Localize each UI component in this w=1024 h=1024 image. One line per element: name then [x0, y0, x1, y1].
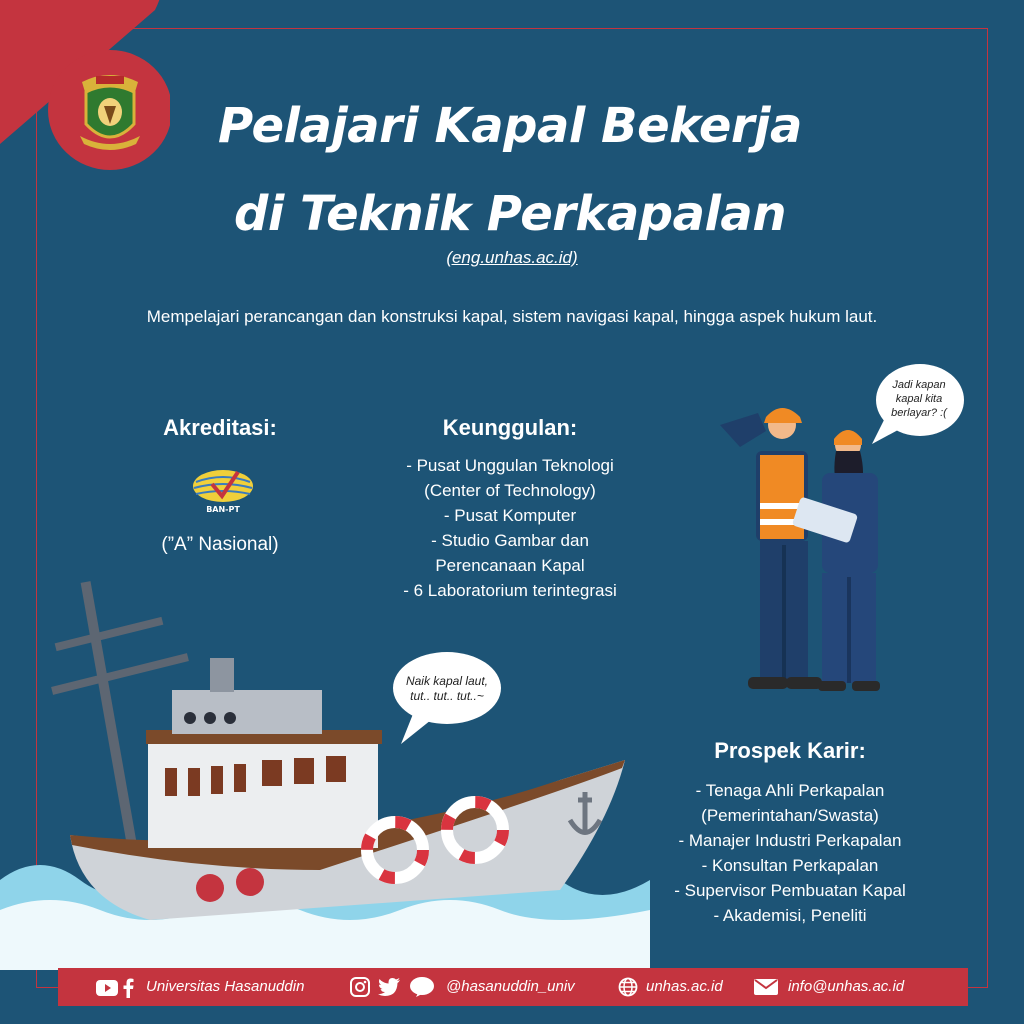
globe-icon[interactable] — [618, 977, 638, 997]
ship-illustration — [0, 570, 650, 970]
list-item: - Studio Gambar dan — [431, 531, 589, 550]
university-emblem-icon — [74, 62, 146, 154]
list-item: - Tenaga Ahli Perkapalan — [695, 781, 885, 800]
description-text: Mempelajari perancangan dan konstruksi kapal, sistem navigasi kapal, hingga aspek hukum laut. — [146, 307, 878, 326]
list-item: Perencanaan Kapal — [435, 556, 585, 575]
prospek-heading: Prospek Karir: — [714, 738, 866, 763]
list-item: - Manajer Industri Perkapalan — [678, 831, 902, 850]
footer-bar — [58, 968, 968, 1006]
footer-university[interactable]: Universitas Hasanuddin — [146, 978, 305, 995]
footer-website[interactable]: unhas.ac.id — [646, 978, 723, 995]
facebook-icon[interactable] — [122, 978, 134, 998]
footer-email[interactable]: info@unhas.ac.id — [788, 978, 905, 995]
bubble-line: Naik kapal laut, — [405, 674, 489, 688]
line-icon[interactable] — [410, 977, 434, 997]
speech-bubble-workers-text — [874, 378, 964, 420]
bubble-line: kapal kita — [895, 393, 943, 405]
website-link[interactable]: (eng.unhas.ac.id) — [446, 248, 578, 267]
akreditasi-value: (”A” Nasional) — [161, 534, 279, 555]
akreditasi-heading: Akreditasi: — [163, 415, 277, 440]
bubble-line: Jadi kapan — [892, 379, 946, 391]
list-item: (Pemerintahan/Swasta) — [701, 806, 879, 825]
youtube-icon[interactable] — [96, 980, 118, 996]
ban-pt-logo-text: BAN-PT — [206, 505, 240, 514]
instagram-icon[interactable] — [350, 977, 370, 997]
footer-social-handle[interactable]: @hasanuddin_univ — [446, 978, 575, 995]
list-item: - 6 Laboratorium terintegrasi — [403, 581, 617, 600]
list-item: - Konsultan Perkapalan — [701, 856, 879, 875]
page-title — [160, 82, 860, 258]
list-item: - Akademisi, Peneliti — [713, 906, 867, 925]
list-item: - Supervisor Pembuatan Kapal — [674, 881, 906, 900]
title-line-1: Pelajari Kapal Bekerja — [218, 98, 802, 154]
list-item: - Pusat Komputer — [443, 506, 577, 525]
bubble-line: tut.. tut.. tut..~ — [410, 689, 484, 703]
twitter-icon[interactable] — [378, 978, 400, 996]
title-line-2: di Teknik Perkapalan — [233, 186, 786, 242]
ban-pt-logo-icon — [190, 468, 256, 514]
prospek-list — [640, 778, 940, 928]
speech-bubble-ship-text — [392, 674, 502, 704]
bubble-line: berlayar? :( — [891, 407, 947, 419]
list-item: - Pusat Unggulan Teknologi — [406, 456, 614, 475]
keunggulan-heading: Keunggulan: — [442, 415, 578, 440]
mail-icon[interactable] — [754, 979, 778, 995]
list-item: (Center of Technology) — [424, 481, 596, 500]
